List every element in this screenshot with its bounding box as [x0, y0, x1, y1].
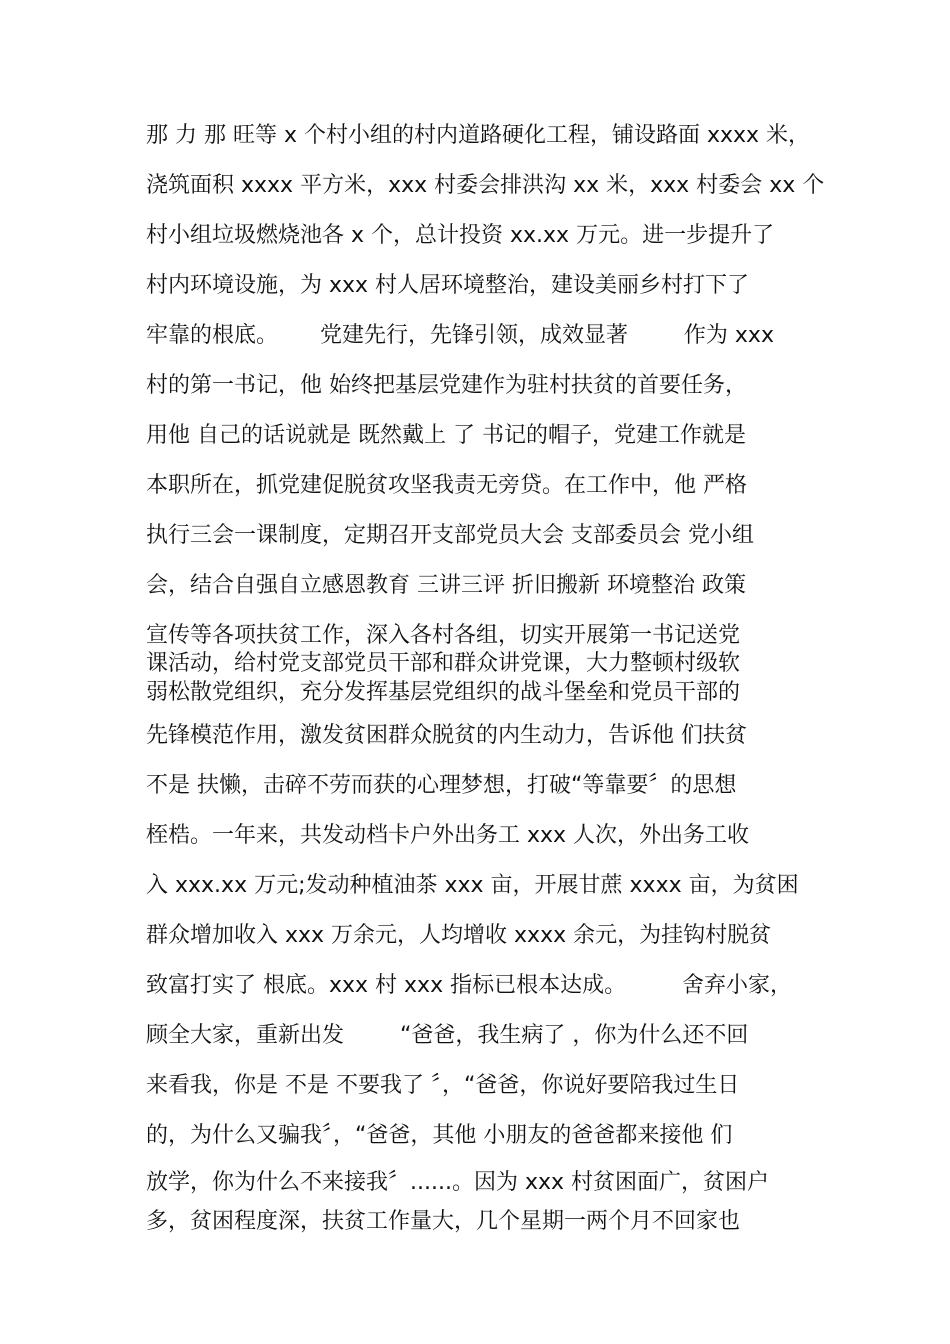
text-line: 宣传等各项扶贫工作，深入各村各组，切实开展第一书记送党: [146, 623, 741, 648]
text-line: 浇筑面积 xxxx 平方米，xxx 村委会排洪沟 xx 米，xxx 村委会 xx 个: [146, 173, 825, 198]
text-line: 来看我，你是 不是 不要我了 〞，“爸爸，你说好要陪我过生日: [146, 1073, 740, 1098]
text-line: 不是 扶懒，击碎不劳而获的心理梦想，打破“等靠要〞的思想: [146, 773, 737, 798]
text-line: 群众增加收入 xxx 万余元，人均增收 xxxx 余元，为挂钩村脱贫: [146, 923, 772, 948]
text-line: 用他 自己的话说就是 既然戴上 了 书记的帽子，党建工作就是: [146, 423, 746, 448]
text-line: 的，为什么又骗我〞，“爸爸，其他 小朋友的爸爸都来接他 们: [146, 1123, 733, 1148]
text-line: 本职所在，抓党建促脱贫攻坚我责无旁贷。在工作中，他 严格: [146, 473, 747, 498]
text-line: 桎梏。一年来，共发动档卡户外出务工 xxx 人次，外出务工收: [146, 823, 750, 848]
text-line: 多，贫困程度深，扶贫工作量大，几个星期一两个月不回家也: [146, 1209, 741, 1234]
text-line: 致富打实了 根底。xxx 村 xxx 指标已根本达成。 舍弃小家，: [146, 973, 793, 998]
text-line: 会，结合自强自立感恩教育 三讲三评 折旧搬新 环境整治 政策: [146, 573, 746, 598]
text-line: 村内环境设施，为 xxx 村人居环境整治，建设美丽乡村打下了: [146, 273, 750, 298]
text-line: 入 xxx.xx 万元;发动种植油茶 xxx 亩，开展甘蔗 xxxx 亩，为贫困: [146, 873, 799, 898]
text-line: 村的第一书记，他 始终把基层党建作为驻村扶贫的首要任务，: [146, 373, 747, 398]
text-line: 先锋模范作用，激发贫困群众脱贫的内生动力，告诉他 们扶贫: [146, 723, 747, 748]
text-line: 村小组垃圾燃烧池各 x 个，总计投资 xx.xx 万元。进一步提升了: [146, 223, 775, 248]
text-line: 顾全大家，重新出发 “爸爸，我生病了 ，你为什么还不回: [146, 1023, 749, 1048]
text-line: 弱松散党组织，充分发挥基层党组织的战斗堡垒和党员干部的: [146, 680, 741, 705]
text-line: 执行三会一课制度，定期召开支部党员大会 支部委员会 党小组: [146, 523, 754, 548]
text-line: 那 力 那 旺等 x 个村小组的村内道路硬化工程，铺设路面 xxxx 米，: [146, 123, 811, 148]
text-line: 课活动，给村党支部党员干部和群众讲党课，大力整顿村级软: [146, 651, 741, 676]
text-line: 放学，你为什么不来接我〞......。因为 xxx 村贫困面广，贫困户: [146, 1170, 770, 1195]
text-line: 牢靠的根底。 党建先行，先锋引领，成效显著 作为 xxx: [146, 323, 774, 348]
